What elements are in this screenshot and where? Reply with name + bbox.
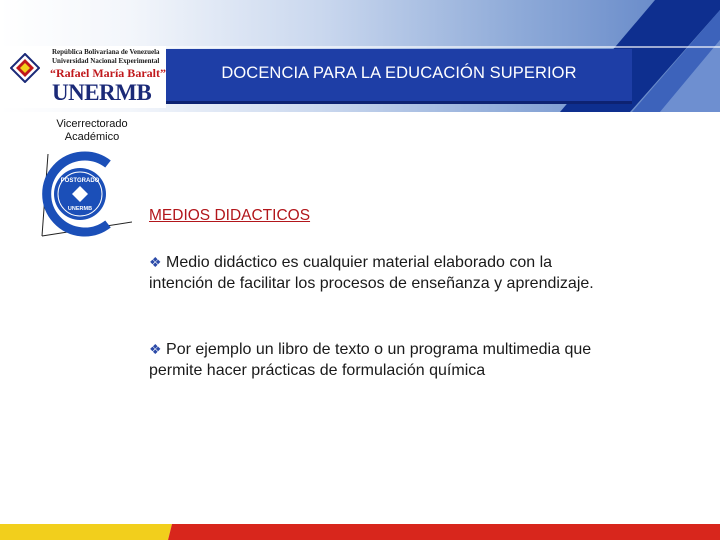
page-title: DOCENCIA PARA LA EDUCACIÓN SUPERIOR	[221, 64, 577, 82]
paragraph-text: Medio didáctico es cualquier material elaborado con la intención de facilitar los procesos de enseñanza y aprendizaje.	[149, 254, 594, 292]
department-line2: Académico	[64, 131, 120, 143]
paragraph-text: Por ejemplo un libro de texto o un programa multimedia que permite hacer prácticas de formulación química	[149, 341, 592, 379]
emblem-top-text: POSTGRADO	[60, 178, 100, 184]
university-emblem-icon	[10, 53, 40, 83]
department-line1: Vicerrectorado	[56, 118, 128, 130]
department-label	[38, 118, 146, 144]
logo-name-text: “Rafael María Baralt”	[50, 66, 166, 80]
diamond-bullet-icon: ❖	[149, 254, 162, 270]
emblem-bottom-text: UNERMB	[67, 206, 93, 212]
logo-university-text: Universidad Nacional Experimental	[52, 57, 160, 65]
section-heading: MEDIOS DIDACTICOS	[149, 207, 311, 224]
bullet-paragraph	[149, 339, 619, 381]
diamond-bullet-icon: ❖	[149, 341, 162, 357]
logo-acronym: UNERMB	[52, 80, 152, 105]
logo-country-text: República Bolivariana de Venezuela	[52, 48, 160, 56]
postgrado-emblem-icon	[28, 148, 132, 240]
bullet-paragraph	[149, 252, 619, 294]
footer-color-bar	[0, 524, 720, 540]
